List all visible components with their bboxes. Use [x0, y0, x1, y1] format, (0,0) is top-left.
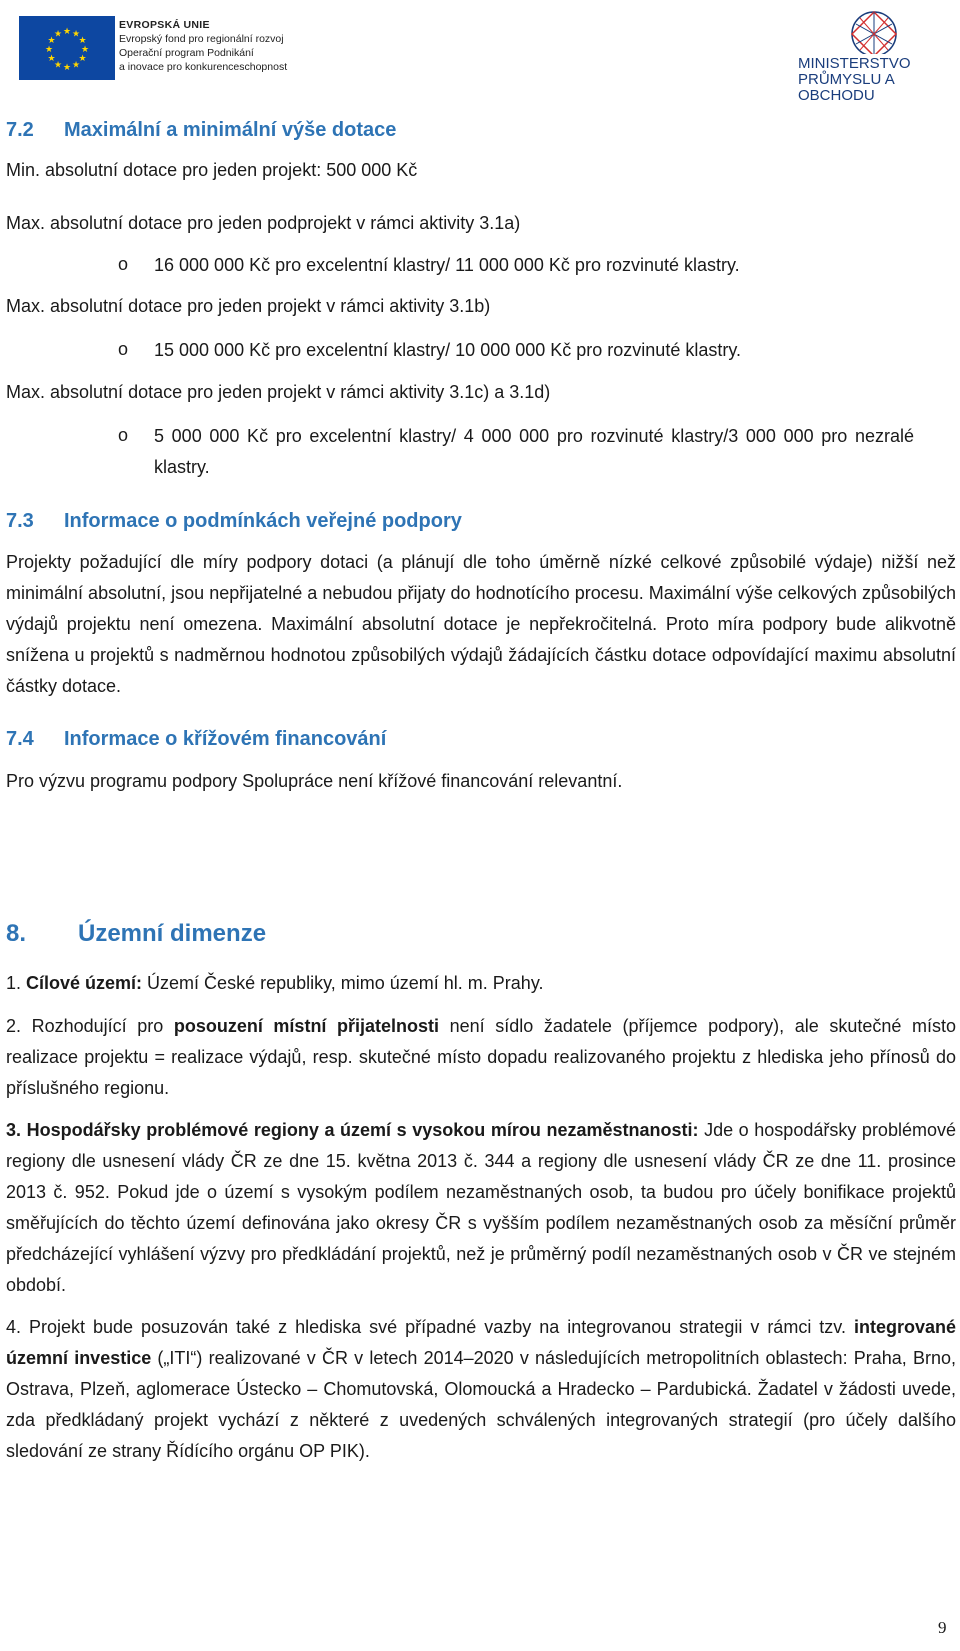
mpo-logo-text: MINISTERSTVO PRŮMYSLU A OBCHODU [798, 55, 911, 104]
svg-text:★: ★ [53, 29, 63, 40]
bullet-marker: o [118, 339, 129, 359]
svg-text:★: ★ [78, 54, 87, 64]
bullet-cd: 5 000 000 Kč pro excelentní klastry/ 4 000 000 pro rozvinuté klastry/3 000 000 pro nezralé klastry. [154, 426, 914, 477]
mpo-globe-icon [826, 4, 922, 54]
svg-text:★: ★ [78, 36, 87, 46]
max-dotace-b-line: Max. absolutní dotace pro jeden projekt v rámci aktivity 3.1b) [6, 296, 491, 316]
heading-8: 8. Územní dimenze [6, 920, 267, 947]
paragraph-8-3: 3. Hospodářsky problémové regiony a území s vysokou mírou nezaměstnanosti: Jde o hospodářsky problémové regiony dle usnesení vlády ČR ze dne 15. května 2013 č. 344 a regiony dle usnesení vlády ČR ze dne 11. prosince 2013 č. 952. Pokud jde o území s vysokým podílem nezaměstnaných osob, ta budou pro účely bonifikace projektů směřujících do těchto území definována jako okresy ČR s vyšším podílem nezaměstnaných osob za měsíční průměr předcházející vyhlášení výzvy pro předkládání projektů, než je průměrný podíl nezaměstnaných osob v ČR ve stejném období. [6, 1120, 956, 1295]
heading-7-3: 7.3 Informace o podmínkách veřejné podpory [6, 510, 462, 532]
svg-text:★: ★ [71, 60, 81, 71]
bullet-marker: o [118, 425, 129, 445]
heading-7-2: 7.2 Maximální a minimální výše dotace [6, 119, 397, 141]
paragraph-7-3: Projekty požadující dle míry podpory dotaci (a plánují dle toho úměrně nízké celkové způsobilé výdaje) nižší než minimální absolutní, jsou nepřijatelné a nebudou přijaty do hodnotícího procesu. Maximální výše celkových způsobilých výdajů projektu není omezena. Maximální absolutní dotace je nepřekročitelná. Proto míra podpory bude alikvotně snížena u projektů s nadměrnou hodnotou způsobilých výdajů žádajících částku dotace odpovídající maximu absolutní částky dotace. [6, 552, 956, 696]
max-dotace-cd-line: Max. absolutní dotace pro jeden projekt v rámci aktivity 3.1c) a 3.1d) [6, 382, 551, 402]
eu-logo [19, 16, 304, 82]
min-dotace-line: Min. absolutní dotace pro jeden projekt: 500 000 Kč [6, 160, 418, 180]
svg-text:★: ★ [47, 54, 56, 64]
svg-text:★: ★ [62, 63, 72, 73]
paragraph-8-1: 1. Cílové území: Území České republiky, mimo území hl. m. Prahy. [6, 973, 544, 993]
bullet-marker: o [118, 254, 129, 274]
svg-text:★: ★ [71, 29, 81, 40]
eu-logo-text: EVROPSKÁ UNIE Evropský fond pro regionální rozvoj Operační program Podnikání a inovace pro konkurenceschopnost [119, 19, 288, 73]
heading-7-4: 7.4 Informace o křížovém financování [6, 728, 387, 750]
paragraph-8-2: 2. Rozhodující pro posouzení místní přijatelnosti není sídlo žadatele (příjemce podpory), ale skutečné místo realizace projektu = realizace výdajů, resp. skutečné místo dopadu realizovaného projektu z hlediska jeho přínosů do příslušného regionu. [6, 1016, 956, 1098]
page-number: 9 [938, 1618, 947, 1637]
svg-text:★: ★ [44, 45, 54, 55]
svg-text:★: ★ [62, 27, 72, 37]
bullet-a: 16 000 000 Kč pro excelentní klastry/ 11 000 000 Kč pro rozvinuté klastry. [154, 255, 740, 275]
mpo-logo [798, 4, 954, 104]
svg-text:★: ★ [53, 60, 63, 71]
max-dotace-a-line: Max. absolutní dotace pro jeden podprojekt v rámci aktivity 3.1a) [6, 213, 521, 233]
svg-text:★: ★ [80, 45, 90, 55]
paragraph-8-4: 4. Projekt bude posuzován také z hlediska své případné vazby na integrovanou strategii v rámci tzv. integrované územní investice („ITI“) realizované v ČR v letech 2014–2020 v následujících metropolitních oblastech: Praha, Brno, Ostrava, Plzeň, aglomerace Ústecko – Chomutovská, Olomoucká a Hradecko – Pardubická. Žadatel v žádosti uvede, zda předkládaný projekt vychází z některé z uvedených schválených integrovaných strategií (pro účely dalšího sledování ze strany Řídícího orgánu OP PIK). [6, 1317, 956, 1461]
paragraph-7-4: Pro výzvu programu podpory Spolupráce není křížové financování relevantní. [6, 771, 623, 791]
bullet-b: 15 000 000 Kč pro excelentní klastry/ 10 000 000 Kč pro rozvinuté klastry. [154, 340, 741, 360]
svg-text:★: ★ [47, 36, 56, 46]
eu-flag-icon [19, 16, 115, 80]
